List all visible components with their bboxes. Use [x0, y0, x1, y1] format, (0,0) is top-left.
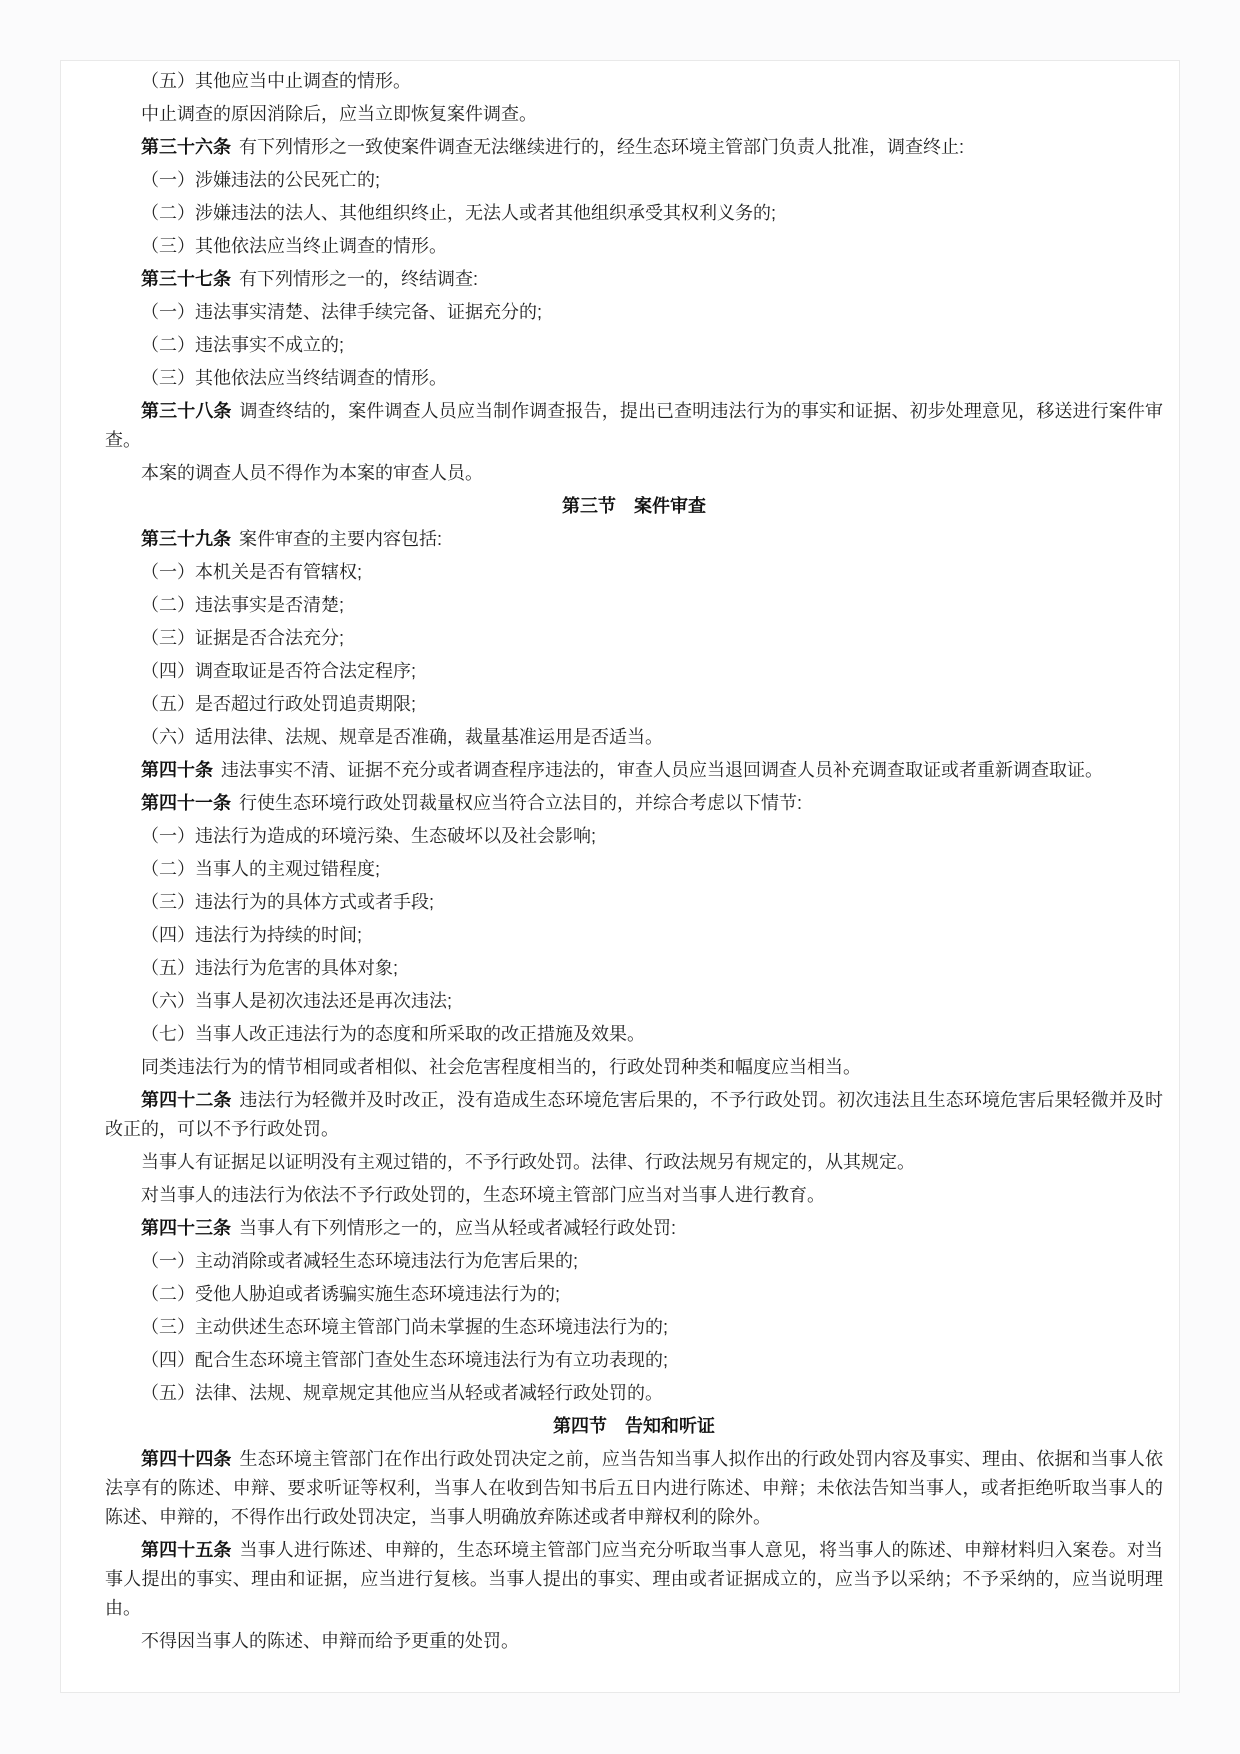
list-item-paragraph: （四）配合生态环境主管部门查处生态环境违法行为有立功表现的; — [141, 1350, 668, 1370]
article-number: 第四十条 — [141, 760, 213, 780]
list-item-paragraph: （二）涉嫌违法的法人、其他组织终止，无法人或者其他组织承受其权利义务的; — [141, 203, 776, 223]
article-paragraph: 第四十条 违法事实不清、证据不充分或者调查程序违法的，审查人员应当退回调查人员补充调查取证或者重新调查取证。 — [141, 760, 1103, 780]
article-number: 第三十九条 — [141, 529, 231, 549]
article-number: 第四十五条 — [141, 1540, 232, 1560]
article-paragraph: 第三十九条 案件审查的主要内容包括: — [141, 529, 442, 549]
list-item-paragraph: （一）涉嫌违法的公民死亡的; — [141, 170, 380, 190]
body-paragraph: 中止调查的原因消除后，应当立即恢复案件调查。 — [141, 104, 537, 124]
list-item-paragraph: （四）违法行为持续的时间; — [141, 925, 362, 945]
body-paragraph: 同类违法行为的情节相同或者相似、社会危害程度相当的，行政处罚种类和幅度应当相当。 — [141, 1057, 861, 1077]
section-heading: 第四节 告知和听证 — [553, 1416, 715, 1436]
body-paragraph: 不得因当事人的陈述、申辩而给予更重的处罚。 — [141, 1631, 519, 1651]
article-number: 第三十七条 — [141, 269, 231, 289]
article-paragraph: 第四十一条 行使生态环境行政处罚裁量权应当符合立法目的，并综合考虑以下情节: — [141, 793, 802, 813]
article-paragraph: 第三十六条 有下列情形之一致使案件调查无法继续进行的，经生态环境主管部门负责人批准，调查终止: — [141, 137, 964, 157]
list-item-paragraph: （五）法律、法规、规章规定其他应当从轻或者减轻行政处罚的。 — [141, 1383, 663, 1403]
body-paragraph: 本案的调查人员不得作为本案的审查人员。 — [141, 463, 483, 483]
list-item-paragraph: （六）适用法律、法规、规章是否准确，裁量基准运用是否适当。 — [141, 727, 663, 747]
body-paragraph: 当事人有证据足以证明没有主观过错的，不予行政处罚。法律、行政法规另有规定的，从其规定。 — [141, 1152, 915, 1172]
list-item-paragraph: （二）违法事实不成立的; — [141, 335, 344, 355]
section-heading: 第三节 案件审查 — [562, 496, 706, 516]
list-item-paragraph: （二）违法事实是否清楚; — [141, 595, 344, 615]
list-item-paragraph: （一）违法行为造成的环境污染、生态破坏以及社会影响; — [141, 826, 596, 846]
list-item-paragraph: （一）违法事实清楚、法律手续完备、证据充分的; — [141, 302, 542, 322]
article-number: 第四十一条 — [141, 793, 231, 813]
list-item-paragraph: （五）是否超过行政处罚追责期限; — [141, 694, 416, 714]
article-number: 第四十二条 — [141, 1090, 232, 1110]
article-paragraph: 第四十三条 当事人有下列情形之一的，应当从轻或者减轻行政处罚: — [141, 1218, 676, 1238]
article-number: 第三十八条 — [141, 401, 232, 421]
document-page — [60, 60, 1180, 1693]
list-item-paragraph: （三）主动供述生态环境主管部门尚未掌握的生态环境违法行为的; — [141, 1317, 668, 1337]
list-item-paragraph: （一）主动消除或者减轻生态环境违法行为危害后果的; — [141, 1251, 578, 1271]
article-number: 第三十六条 — [141, 137, 231, 157]
list-item-paragraph: （一）本机关是否有管辖权; — [141, 562, 362, 582]
list-item-paragraph: （三）其他依法应当终止调查的情形。 — [141, 236, 447, 256]
list-item-paragraph: （七）当事人改正违法行为的态度和所采取的改正措施及效果。 — [141, 1024, 645, 1044]
article-number: 第四十三条 — [141, 1218, 231, 1238]
article-paragraph: 第四十五条 当事人进行陈述、申辩的，生态环境主管部门应当充分听取当事人意见，将当事人的陈述、申辩材料归入案卷。对当事人提出的事实、理由和证据，应当进行复核。当事人提出的事实、理由或者证据成立的，应当予以采纳；不予采纳的，应当说明理由。 — [105, 1540, 1163, 1618]
list-item-paragraph: （五）违法行为危害的具体对象; — [141, 958, 398, 978]
list-item-paragraph: （二）受他人胁迫或者诱骗实施生态环境违法行为的; — [141, 1284, 560, 1304]
list-item-paragraph: （三）证据是否合法充分; — [141, 628, 344, 648]
list-item-paragraph: （三）其他依法应当终结调查的情形。 — [141, 368, 447, 388]
article-number: 第四十四条 — [141, 1449, 232, 1469]
list-item-paragraph: （六）当事人是初次违法还是再次违法; — [141, 991, 452, 1011]
article-paragraph: 第四十二条 违法行为轻微并及时改正，没有造成生态环境危害后果的，不予行政处罚。初次违法且生态环境危害后果轻微并及时改正的，可以不予行政处罚。 — [105, 1090, 1163, 1139]
list-item-paragraph: （三）违法行为的具体方式或者手段; — [141, 892, 434, 912]
document-body — [105, 67, 1163, 1656]
article-paragraph: 第三十八条 调查终结的，案件调查人员应当制作调查报告，提出已查明违法行为的事实和证据、初步处理意见，移送进行案件审查。 — [105, 401, 1163, 450]
list-item-paragraph: （二）当事人的主观过错程度; — [141, 859, 380, 879]
article-paragraph: 第四十四条 生态环境主管部门在作出行政处罚决定之前，应当告知当事人拟作出的行政处罚内容及事实、理由、依据和当事人依法享有的陈述、申辩、要求听证等权利，当事人在收到告知书后五日内进行陈述、申辩；未依法告知当事人，或者拒绝听取当事人的陈述、申辩的，不得作出行政处罚决定，当事人明确放弃陈述或者申辩权利的除外。 — [105, 1449, 1163, 1527]
article-paragraph: 第三十七条 有下列情形之一的，终结调查: — [141, 269, 478, 289]
body-paragraph: 对当事人的违法行为依法不予行政处罚的，生态环境主管部门应当对当事人进行教育。 — [141, 1185, 825, 1205]
list-item-paragraph: （四）调查取证是否符合法定程序; — [141, 661, 416, 681]
list-item-paragraph: （五）其他应当中止调查的情形。 — [141, 71, 411, 91]
